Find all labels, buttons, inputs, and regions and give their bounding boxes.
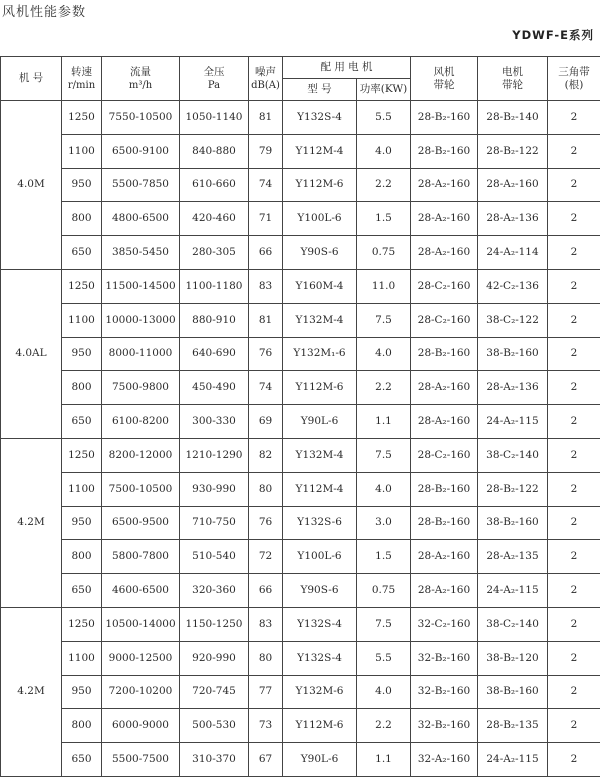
noise-cell: 82: [249, 438, 283, 472]
page-title: 风机性能参数: [2, 5, 87, 20]
motor-pulley-cell: 28-A₂-136: [478, 371, 548, 405]
pressure-cell: 280-305: [180, 236, 249, 270]
belt-count-cell: 2: [548, 202, 600, 236]
fan-pulley-cell: 28-A₂-160: [411, 168, 478, 202]
header-fan-pulley: [411, 57, 478, 101]
table-row: [1, 743, 600, 777]
fan-pulley-cell: 32-B₂-160: [411, 641, 478, 675]
header-pressure-unit: Pa: [207, 79, 221, 91]
belt-count-cell: 2: [548, 506, 600, 540]
model-cell: 4.2M: [1, 438, 62, 607]
fan-pulley-cell: 28-A₂-160: [411, 371, 478, 405]
speed-cell: 800: [62, 202, 102, 236]
speed-cell: 1100: [62, 134, 102, 168]
pressure-cell: 500-530: [180, 709, 249, 743]
motor-type-cell: Y132M₁-6: [283, 337, 357, 371]
table-row: [1, 303, 600, 337]
belt-count-cell: 2: [548, 641, 600, 675]
motor-type-cell: Y132S-4: [283, 641, 357, 675]
header-motor-group: 配 用 电 机: [283, 57, 411, 79]
motor-type-cell: Y112M-4: [283, 472, 357, 506]
pressure-cell: 1050-1140: [180, 101, 249, 135]
motor-type-cell: Y90L-6: [283, 405, 357, 439]
belt-count-cell: 2: [548, 540, 600, 574]
speed-cell: 650: [62, 405, 102, 439]
speed-cell: 650: [62, 236, 102, 270]
fan-pulley-cell: 28-C₂-160: [411, 303, 478, 337]
motor-pulley-cell: 38-C₂-140: [478, 607, 548, 641]
noise-cell: 79: [249, 134, 283, 168]
table-row: [1, 134, 600, 168]
flow-cell: 10000-13000: [102, 303, 180, 337]
motor-type-cell: Y132S-4: [283, 101, 357, 135]
motor-power-cell: 2.2: [357, 709, 411, 743]
motor-power-cell: 3.0: [357, 506, 411, 540]
pressure-cell: 720-745: [180, 675, 249, 709]
motor-type-cell: Y90S-6: [283, 236, 357, 270]
flow-cell: 7200-10200: [102, 675, 180, 709]
noise-cell: 81: [249, 303, 283, 337]
speed-cell: 1250: [62, 607, 102, 641]
fan-pulley-cell: 32-A₂-160: [411, 743, 478, 777]
flow-cell: 5500-7500: [102, 743, 180, 777]
belt-count-cell: 2: [548, 438, 600, 472]
motor-pulley-cell: 24-A₂-115: [478, 574, 548, 608]
table-row: [1, 607, 600, 641]
header-flow-label: 流量: [130, 65, 151, 78]
pressure-cell: 1100-1180: [180, 269, 249, 303]
noise-cell: 66: [249, 574, 283, 608]
motor-type-cell: Y90L-6: [283, 743, 357, 777]
motor-type-cell: Y132M-4: [283, 438, 357, 472]
noise-cell: 76: [249, 506, 283, 540]
belt-count-cell: 2: [548, 134, 600, 168]
motor-type-cell: Y132M-6: [283, 675, 357, 709]
speed-cell: 950: [62, 675, 102, 709]
table-row: [1, 168, 600, 202]
flow-cell: 4800-6500: [102, 202, 180, 236]
motor-power-cell: 5.5: [357, 641, 411, 675]
flow-cell: 7500-10500: [102, 472, 180, 506]
pressure-cell: 1210-1290: [180, 438, 249, 472]
noise-cell: 81: [249, 101, 283, 135]
pressure-cell: 300-330: [180, 405, 249, 439]
header-noise-label: 噪声: [255, 65, 276, 78]
motor-pulley-cell: 28-A₂-135: [478, 540, 548, 574]
motor-power-cell: 5.5: [357, 101, 411, 135]
table-row: [1, 438, 600, 472]
belt-count-cell: 2: [548, 607, 600, 641]
table-row: [1, 540, 600, 574]
motor-type-cell: Y132M-4: [283, 303, 357, 337]
motor-pulley-cell: 38-B₂-160: [478, 675, 548, 709]
speed-cell: 800: [62, 371, 102, 405]
table-row: [1, 236, 600, 270]
speed-cell: 800: [62, 709, 102, 743]
noise-cell: 71: [249, 202, 283, 236]
table-row: [1, 371, 600, 405]
fan-pulley-cell: 28-B₂-160: [411, 506, 478, 540]
speed-cell: 1100: [62, 472, 102, 506]
pressure-cell: 880-910: [180, 303, 249, 337]
header-belts-line2: (根): [564, 78, 584, 91]
noise-cell: 80: [249, 641, 283, 675]
fan-pulley-cell: 28-B₂-160: [411, 472, 478, 506]
speed-cell: 1100: [62, 641, 102, 675]
header-motor-power: 功率(KW): [357, 79, 411, 101]
table-row: [1, 337, 600, 371]
motor-type-cell: Y112M-6: [283, 709, 357, 743]
header-speed: [62, 57, 102, 101]
motor-pulley-cell: 28-B₂-122: [478, 472, 548, 506]
model-cell: 4.0AL: [1, 269, 62, 438]
flow-cell: 10500-14000: [102, 607, 180, 641]
speed-cell: 800: [62, 540, 102, 574]
header-fan-pulley-line2: 带轮: [433, 78, 455, 91]
motor-pulley-cell: 38-C₂-122: [478, 303, 548, 337]
flow-cell: 3850-5450: [102, 236, 180, 270]
header-noise-unit: dB(A): [251, 79, 280, 91]
belt-count-cell: 2: [548, 405, 600, 439]
motor-pulley-cell: 28-A₂-160: [478, 168, 548, 202]
header-pressure-label: 全压: [203, 65, 225, 78]
speed-cell: 950: [62, 168, 102, 202]
motor-pulley-cell: 24-A₂-114: [478, 236, 548, 270]
motor-power-cell: 4.0: [357, 337, 411, 371]
fan-pulley-cell: 28-A₂-160: [411, 236, 478, 270]
fan-pulley-cell: 28-C₂-160: [411, 269, 478, 303]
noise-cell: 83: [249, 269, 283, 303]
flow-cell: 5800-7800: [102, 540, 180, 574]
fan-pulley-cell: 28-B₂-160: [411, 101, 478, 135]
noise-cell: 72: [249, 540, 283, 574]
pressure-cell: 320-360: [180, 574, 249, 608]
motor-type-cell: Y160M-4: [283, 269, 357, 303]
motor-type-cell: Y112M-6: [283, 168, 357, 202]
motor-pulley-cell: 28-B₂-135: [478, 709, 548, 743]
belt-count-cell: 2: [548, 675, 600, 709]
motor-type-cell: Y112M-6: [283, 371, 357, 405]
pressure-cell: 710-750: [180, 506, 249, 540]
table-body: [1, 101, 600, 777]
belt-count-cell: 2: [548, 303, 600, 337]
motor-power-cell: 4.0: [357, 675, 411, 709]
motor-power-cell: 2.2: [357, 168, 411, 202]
table-row: [1, 709, 600, 743]
fan-pulley-cell: 28-A₂-160: [411, 540, 478, 574]
flow-cell: 4600-6500: [102, 574, 180, 608]
table-row: [1, 506, 600, 540]
header-motor-pulley: [478, 57, 548, 101]
motor-pulley-cell: 24-A₂-115: [478, 405, 548, 439]
pressure-cell: 640-690: [180, 337, 249, 371]
pressure-cell: 840-880: [180, 134, 249, 168]
noise-cell: 66: [249, 236, 283, 270]
motor-power-cell: 1.1: [357, 743, 411, 777]
motor-pulley-cell: 28-B₂-140: [478, 101, 548, 135]
speed-cell: 650: [62, 574, 102, 608]
fan-pulley-cell: 28-A₂-160: [411, 574, 478, 608]
belt-count-cell: 2: [548, 371, 600, 405]
belt-count-cell: 2: [548, 168, 600, 202]
flow-cell: 11500-14500: [102, 269, 180, 303]
motor-pulley-cell: 24-A₂-115: [478, 743, 548, 777]
noise-cell: 80: [249, 472, 283, 506]
motor-power-cell: 7.5: [357, 303, 411, 337]
header-speed-label: 转速: [71, 65, 92, 78]
motor-type-cell: Y132S-6: [283, 506, 357, 540]
speed-cell: 950: [62, 506, 102, 540]
flow-cell: 7500-9800: [102, 371, 180, 405]
motor-power-cell: 1.5: [357, 202, 411, 236]
motor-pulley-cell: 42-C₂-136: [478, 269, 548, 303]
motor-pulley-cell: 38-C₂-140: [478, 438, 548, 472]
noise-cell: 74: [249, 371, 283, 405]
motor-type-cell: Y132S-4: [283, 607, 357, 641]
noise-cell: 77: [249, 675, 283, 709]
noise-cell: 74: [249, 168, 283, 202]
motor-power-cell: 4.0: [357, 472, 411, 506]
motor-pulley-cell: 28-A₂-136: [478, 202, 548, 236]
flow-cell: 6500-9100: [102, 134, 180, 168]
belt-count-cell: 2: [548, 337, 600, 371]
flow-cell: 5500-7850: [102, 168, 180, 202]
speed-cell: 1250: [62, 438, 102, 472]
flow-cell: 7550-10500: [102, 101, 180, 135]
table-row: [1, 101, 600, 135]
fan-pulley-cell: 28-A₂-160: [411, 202, 478, 236]
fan-pulley-cell: 32-B₂-160: [411, 675, 478, 709]
pressure-cell: 310-370: [180, 743, 249, 777]
noise-cell: 76: [249, 337, 283, 371]
header-flow: [102, 57, 180, 101]
pressure-cell: 610-660: [180, 168, 249, 202]
table-row: [1, 675, 600, 709]
header-model: 机 号: [1, 57, 62, 101]
header-motor-pulley-line2: 带轮: [502, 78, 524, 91]
fan-pulley-cell: 28-B₂-160: [411, 134, 478, 168]
fan-pulley-cell: 28-C₂-160: [411, 438, 478, 472]
fan-pulley-cell: 28-B₂-160: [411, 337, 478, 371]
table-row: [1, 202, 600, 236]
belt-count-cell: 2: [548, 269, 600, 303]
motor-pulley-cell: 38-B₂-160: [478, 337, 548, 371]
motor-power-cell: 4.0: [357, 134, 411, 168]
pressure-cell: 450-490: [180, 371, 249, 405]
motor-type-cell: Y112M-4: [283, 134, 357, 168]
performance-table: [0, 56, 600, 777]
motor-power-cell: 11.0: [357, 269, 411, 303]
speed-cell: 950: [62, 337, 102, 371]
flow-cell: 6100-8200: [102, 405, 180, 439]
motor-power-cell: 1.5: [357, 540, 411, 574]
header-motor-type: 型 号: [283, 79, 357, 101]
table-row: [1, 574, 600, 608]
header-belts-line1: 三角带: [558, 65, 590, 78]
table-row: [1, 641, 600, 675]
pressure-cell: 1150-1250: [180, 607, 249, 641]
noise-cell: 73: [249, 709, 283, 743]
noise-cell: 67: [249, 743, 283, 777]
belt-count-cell: 2: [548, 574, 600, 608]
belt-count-cell: 2: [548, 709, 600, 743]
flow-cell: 8000-11000: [102, 337, 180, 371]
series-label: YDWF-E系列: [512, 28, 594, 42]
motor-power-cell: 1.1: [357, 405, 411, 439]
motor-pulley-cell: 38-B₂-120: [478, 641, 548, 675]
fan-pulley-cell: 32-C₂-160: [411, 607, 478, 641]
model-cell: 4.2M: [1, 607, 62, 776]
model-cell: 4.0M: [1, 101, 62, 270]
fan-pulley-cell: 32-B₂-160: [411, 709, 478, 743]
flow-cell: 9000-12500: [102, 641, 180, 675]
fan-pulley-cell: 28-A₂-160: [411, 405, 478, 439]
pressure-cell: 420-460: [180, 202, 249, 236]
flow-cell: 6500-9500: [102, 506, 180, 540]
motor-type-cell: Y100L-6: [283, 540, 357, 574]
pressure-cell: 930-990: [180, 472, 249, 506]
header-belts: [548, 57, 600, 101]
table-row: [1, 269, 600, 303]
flow-cell: 6000-9000: [102, 709, 180, 743]
speed-cell: 1250: [62, 101, 102, 135]
speed-cell: 1250: [62, 269, 102, 303]
flow-cell: 8200-12000: [102, 438, 180, 472]
motor-power-cell: 0.75: [357, 236, 411, 270]
motor-pulley-cell: 28-B₂-122: [478, 134, 548, 168]
header-pressure: [180, 57, 249, 101]
noise-cell: 83: [249, 607, 283, 641]
pressure-cell: 920-990: [180, 641, 249, 675]
motor-power-cell: 2.2: [357, 371, 411, 405]
motor-pulley-cell: 38-B₂-160: [478, 506, 548, 540]
header-fan-pulley-line1: 风机: [433, 65, 455, 78]
header-flow-unit: m³/h: [128, 79, 153, 91]
motor-type-cell: Y100L-6: [283, 202, 357, 236]
motor-power-cell: 7.5: [357, 607, 411, 641]
belt-count-cell: 2: [548, 101, 600, 135]
motor-type-cell: Y90S-6: [283, 574, 357, 608]
motor-power-cell: 0.75: [357, 574, 411, 608]
pressure-cell: 510-540: [180, 540, 249, 574]
header-speed-unit: r/min: [67, 79, 96, 91]
motor-power-cell: 7.5: [357, 438, 411, 472]
header-noise: [249, 57, 283, 101]
table-row: [1, 472, 600, 506]
header-motor-pulley-line1: 电机: [502, 65, 524, 78]
speed-cell: 1100: [62, 303, 102, 337]
belt-count-cell: 2: [548, 472, 600, 506]
belt-count-cell: 2: [548, 236, 600, 270]
speed-cell: 650: [62, 743, 102, 777]
noise-cell: 69: [249, 405, 283, 439]
table-row: [1, 405, 600, 439]
belt-count-cell: 2: [548, 743, 600, 777]
